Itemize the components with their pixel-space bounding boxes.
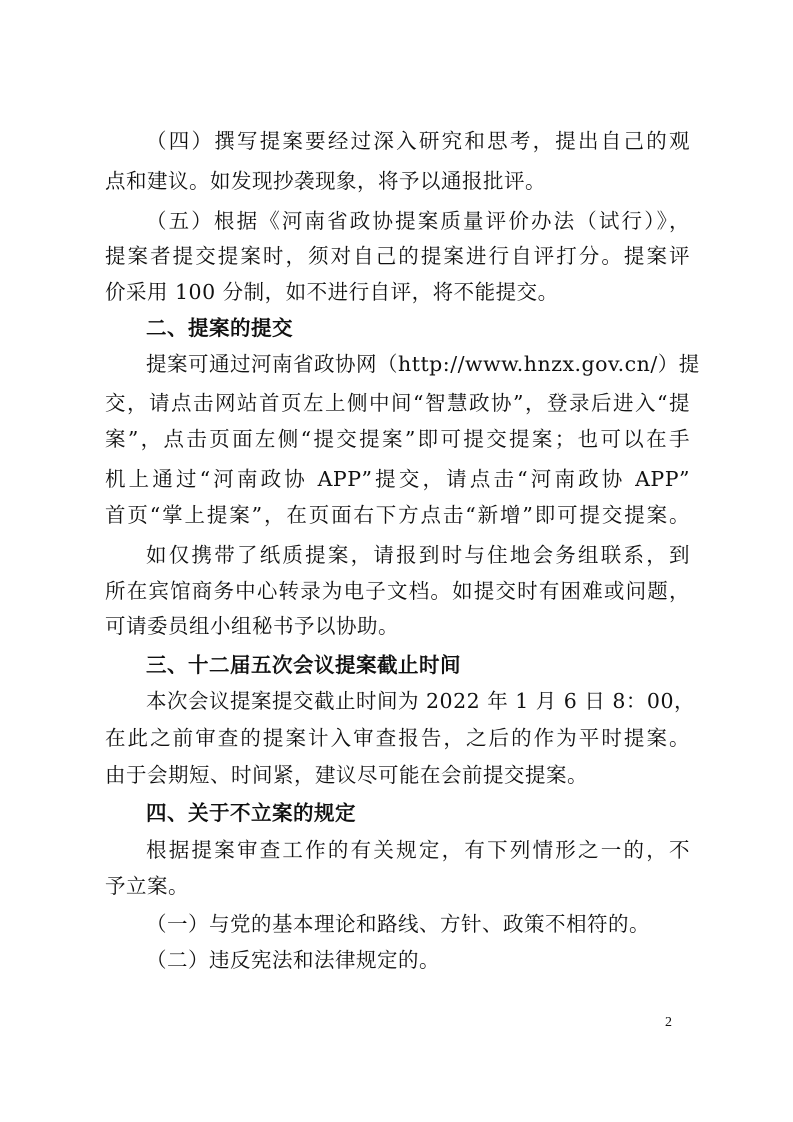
paragraph-line: 案”，点击页面左侧“提交提案”即可提交提案；也可以在手 xyxy=(105,427,690,451)
paragraph-line: （二）违反宪法和法律规定的。 xyxy=(146,948,440,972)
section-heading: 三、十二届五次会议提案截止时间 xyxy=(146,653,461,677)
paragraph-line: 交，请点击网站首页左上侧中间“智慧政协”，登录后进入“提 xyxy=(105,391,690,415)
paragraph-line: 可请委员组小组秘书予以协助。 xyxy=(105,614,399,638)
paragraph-line: 点和建议。如发现抄袭现象，将予以通报批评。 xyxy=(105,169,546,193)
paragraph-line: （五）根据《河南省政协提案质量评价办法（试行）》， xyxy=(146,209,690,233)
paragraph-line: 在此之前审查的提案计入审查报告，之后的作为平时提案。 xyxy=(105,726,690,750)
section-heading: 二、提案的提交 xyxy=(146,316,293,340)
paragraph-line: 机上通过“河南政协 APP”提交，请点击“河南政协 APP” xyxy=(105,467,690,491)
paragraph-line: 予立案。 xyxy=(105,874,189,898)
paragraph-line: 由于会期短、时间紧，建议尽可能在会前提交提案。 xyxy=(105,763,588,787)
paragraph-line: 价采用 100 分制，如不进行自评，将不能提交。 xyxy=(105,280,559,304)
paragraph-line: 提案者提交提案时，须对自己的提案进行自评打分。提案评 xyxy=(105,244,690,268)
paragraph-line: 如仅携带了纸质提案，请报到时与住地会务组联系，到 xyxy=(146,543,690,567)
paragraph-line: 所在宾馆商务中心转录为电子文档。如提交时有困难或问题， xyxy=(105,579,690,603)
section-heading: 四、关于不立案的规定 xyxy=(146,801,356,825)
paragraph-line: 首页“掌上提案”，在页面右下方点击“新增”即可提交提案。 xyxy=(105,503,690,527)
paragraph-line: 本次会议提案提交截止时间为 2022 年 1 月 6 日 8：00， xyxy=(146,689,695,713)
page-number: 2 xyxy=(665,1015,672,1030)
paragraph-line: （四）撰写提案要经过深入研究和思考，提出自己的观 xyxy=(146,129,690,153)
paragraph-line: 根据提案审查工作的有关规定，有下列情形之一的，不 xyxy=(146,838,690,862)
paragraph-line: 提案可通过河南省政协网（http://www.hnzx.gov.cn/）提 xyxy=(146,352,700,376)
paragraph-line: （一）与党的基本理论和路线、方针、政策不相符的。 xyxy=(146,912,650,936)
